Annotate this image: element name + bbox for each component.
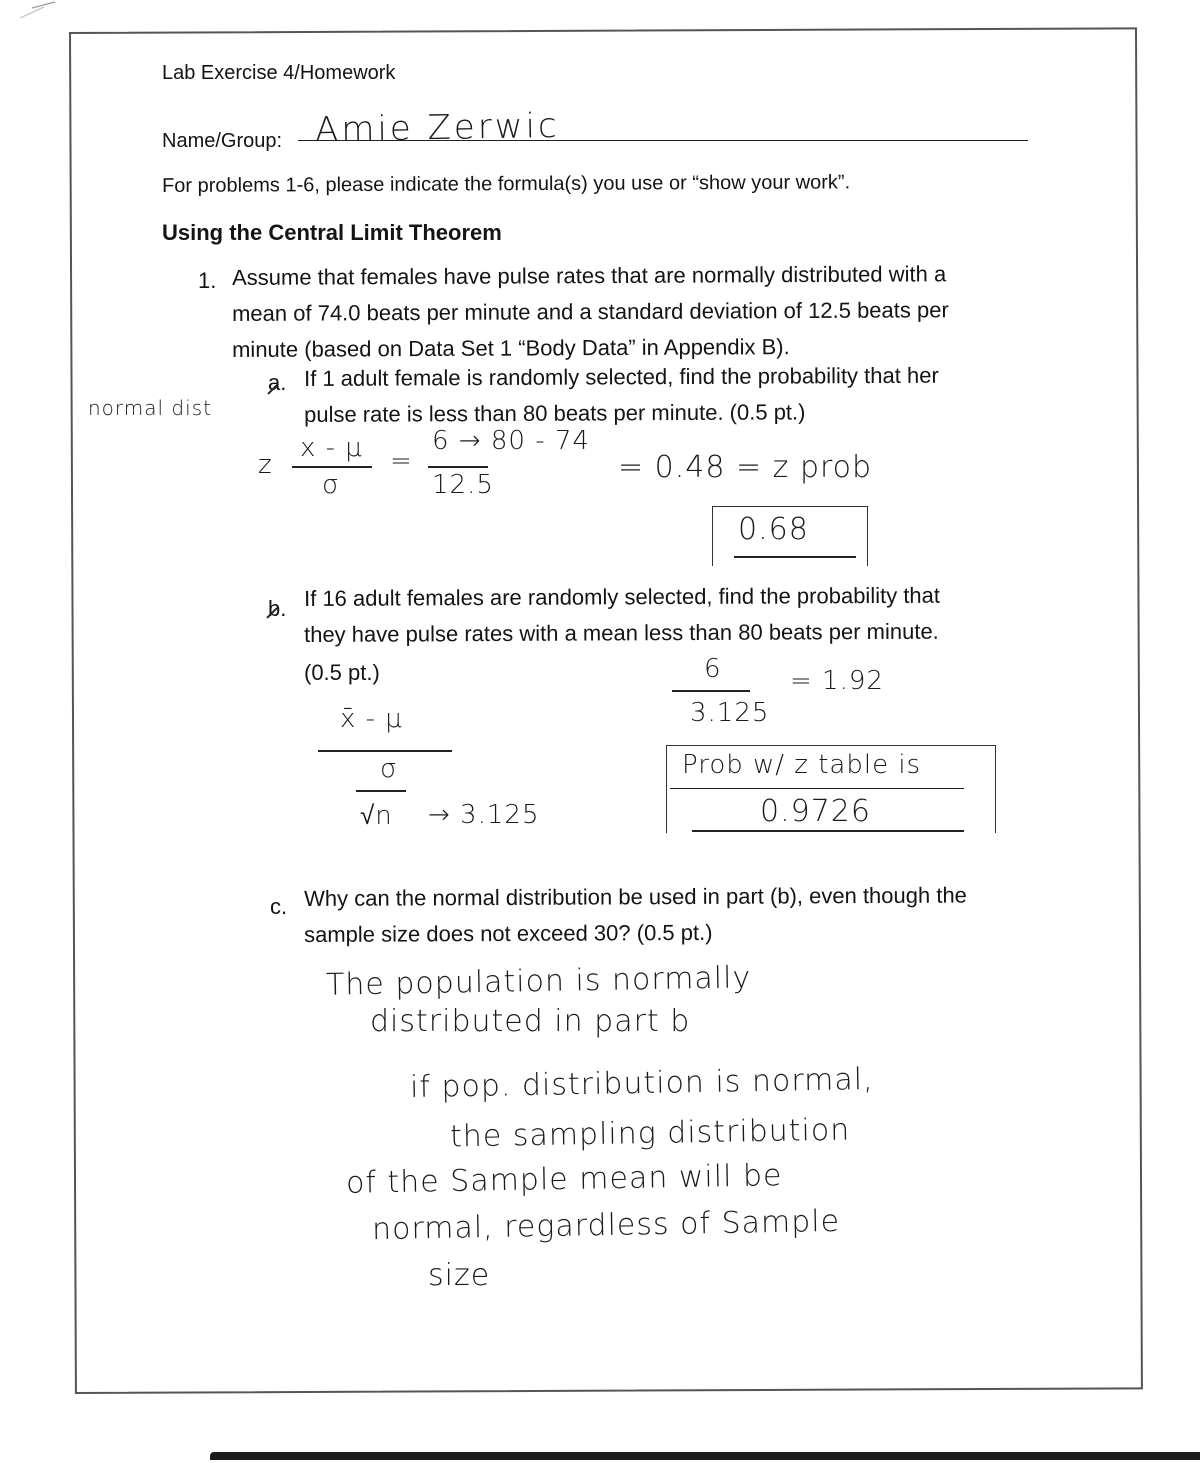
b-formula-sub-bar: [356, 790, 406, 792]
a-result: = 0.48 = z prob: [618, 450, 873, 485]
instructions: For problems 1-6, please indicate the formula(s) you use or “show your work”.: [162, 171, 851, 197]
section-title: Using the Central Limit Theorem: [162, 220, 502, 245]
b-answer-divider: [670, 788, 964, 789]
part-b-letter: b.: [268, 596, 287, 621]
c-answer-line-6: normal, regardless of Sample: [371, 1203, 841, 1248]
b-formula-sigma: σ: [380, 754, 398, 784]
b-calc-bar: [672, 690, 750, 692]
part-a-letter: a.: [268, 370, 287, 395]
part-b-line-3: (0.5 pt.): [304, 660, 380, 685]
c-answer-line-1: The population is normally: [325, 960, 752, 1003]
part-a-line-2: pulse rate is less than 80 beats per minute. (0.5 pt.): [304, 399, 806, 427]
b-prob-label: Prob w/ z table is: [682, 750, 922, 780]
b-calc-result: = 1.92: [790, 666, 884, 696]
a-formula-bar: [292, 466, 372, 468]
name-label: Name/Group:: [162, 130, 283, 152]
problem-1-line-1: Assume that females have pulse rates that are normally distributed with a: [232, 261, 947, 290]
c-answer-line-4: the sampling distribution: [449, 1112, 851, 1155]
b-formula-numerator: x̄ - μ: [340, 704, 403, 734]
part-a-line-1: If 1 adult female is randomly selected, find the probability that her: [304, 362, 939, 391]
scan-corner-mark: [0, 0, 60, 50]
part-b-line-2: they have pulse rates with a mean less than 80 beats per minute.: [304, 618, 939, 647]
scanner-edge-shadow: [210, 1452, 1200, 1460]
b-calc-numerator: 6: [704, 654, 722, 684]
margin-note-normal-dist: normal dist: [88, 396, 212, 420]
a-formula-numerator: x - μ: [300, 433, 363, 463]
a-substituted-bar: [428, 466, 488, 468]
part-c-letter: c.: [270, 894, 288, 919]
b-answer-underline: [692, 830, 964, 832]
part-c-line-1: Why can the normal distribution be used in part (b), even though the: [304, 882, 967, 911]
c-answer-line-7: size: [428, 1258, 491, 1293]
b-formula-bar: [318, 750, 452, 752]
a-z-symbol: z: [258, 450, 273, 480]
part-b-line-1: If 16 adult females are randomly selected, find the probability that: [304, 582, 941, 611]
b-formula-root-value: → 3.125: [428, 800, 540, 830]
problem-1-number: 1.: [198, 268, 217, 293]
a-answer: 0.68: [738, 512, 809, 547]
a-substituted-denominator: 12.5: [432, 470, 494, 500]
b-calc-denominator: 3.125: [690, 698, 770, 728]
b-formula-root-n: √n: [360, 801, 393, 831]
b-answer: 0.9726: [760, 794, 871, 829]
c-answer-line-5: of the Sample mean will be: [345, 1158, 783, 1201]
a-substituted-numerator: 6 → 80 - 74: [432, 426, 590, 456]
problem-1-line-2: mean of 74.0 beats per minute and a standard deviation of 12.5 beats per: [232, 297, 949, 326]
a-answer-underline: [734, 556, 856, 558]
c-answer-line-3: if pop. distribution is normal,: [409, 1061, 874, 1106]
a-equals: =: [390, 446, 413, 476]
a-formula-denominator: σ: [322, 470, 340, 500]
lab-title: Lab Exercise 4/Homework: [162, 62, 396, 84]
student-name-handwritten: Amie Zerwic: [314, 105, 561, 151]
part-c-line-2: sample size does not exceed 30? (0.5 pt.): [304, 919, 713, 947]
c-answer-line-2: distributed in part b: [370, 1004, 691, 1039]
problem-1-line-3: minute (based on Data Set 1 “Body Data” in Appendix B).: [232, 334, 790, 362]
